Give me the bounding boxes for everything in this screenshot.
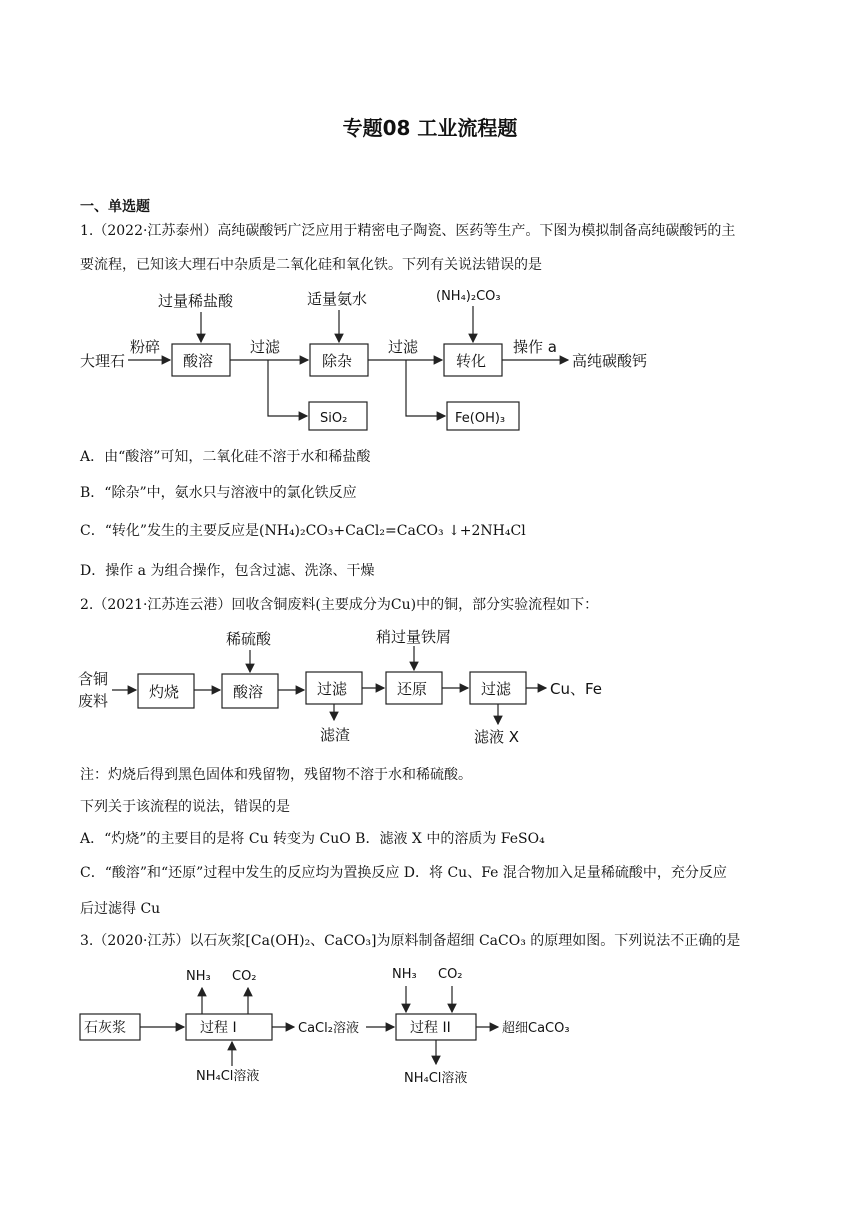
q1-filter2: 过滤 bbox=[388, 338, 419, 356]
q1-option-a: A．由“酸溶”可知，二氧化硅不溶于水和稀盐酸 bbox=[80, 449, 371, 465]
q1-byproduct-sio2: SiO₂ bbox=[320, 411, 348, 426]
q3-out-co2: CO₂ bbox=[232, 969, 257, 984]
q1-reagent-nh4co3: (NH₄)₂CO₃ bbox=[436, 289, 501, 304]
q1-stem-line2: 要流程，已知该大理石中杂质是二氧化硅和氧化铁。下列有关说法错误的是 bbox=[80, 257, 542, 273]
q2-options-ab: A．“灼烧”的主要目的是将 Cu 转变为 CuO B．滤液 X 中的溶质为 FeSO₄ bbox=[80, 831, 545, 847]
q2-option-d-cont: 后过滤得 Cu bbox=[80, 901, 161, 917]
q2-byproduct-residue: 滤渣 bbox=[320, 726, 351, 744]
q3-product: 超细CaCO₃ bbox=[502, 1021, 570, 1036]
q3-start: 石灰浆 bbox=[84, 1020, 126, 1036]
q3-out-nh3: NH₃ bbox=[186, 969, 211, 984]
q1-byproduct-feoh3: Fe(OH)₃ bbox=[455, 411, 506, 426]
q3-in-co2: CO₂ bbox=[438, 967, 463, 982]
q2-stem: 2.（2021·江苏连云港）回收含铜废料(主要成分为Cu)中的铜，部分实验流程如下： bbox=[80, 597, 599, 613]
q1-step-crush: 粉碎 bbox=[130, 338, 161, 356]
q1-label-box2: 除杂 bbox=[322, 352, 353, 370]
q2-label-box3: 过滤 bbox=[317, 680, 348, 698]
section-heading: 一、单选题 bbox=[80, 199, 150, 215]
q3-in-nh4cl: NH₄Cl溶液 bbox=[196, 1069, 260, 1084]
q1-flow-diagram bbox=[0, 282, 860, 442]
q1-option-c: C．“转化”发生的主要反应是(NH₄)₂CO₃+CaCl₂=CaCO₃ ↓+2NH₄Cl bbox=[80, 523, 526, 539]
q3-label-box2: 过程 II bbox=[410, 1020, 451, 1036]
q3-label-box1: 过程 I bbox=[200, 1020, 237, 1036]
q3-stem: 3.（2020·江苏）以石灰浆[Ca(OH)₂、CaCO₃]为原料制备超细 CaCO₃ 的原理如图。下列说法不正确的是 bbox=[80, 933, 741, 949]
q2-note: 注：灼烧后得到黑色固体和残留物，残留物不溶于水和稀硫酸。 bbox=[80, 767, 472, 783]
q1-start: 大理石 bbox=[80, 352, 126, 370]
q3-flow-diagram bbox=[0, 962, 860, 1092]
q1-product: 高纯碳酸钙 bbox=[572, 352, 648, 370]
q2-options-cd: C．“酸溶”和“还原”过程中发生的反应均为置换反应 D．将 Cu、Fe 混合物加入足量稀硫酸中，充分反应 bbox=[80, 865, 727, 881]
q3-in-nh3: NH₃ bbox=[392, 967, 417, 982]
q2-reagent-h2so4: 稀硫酸 bbox=[226, 630, 272, 648]
q2-start-line2: 废料 bbox=[78, 692, 109, 710]
q2-label-box1: 灼烧 bbox=[149, 683, 180, 701]
q1-option-b: B．“除杂”中，氨水只与溶液中的氯化铁反应 bbox=[80, 485, 357, 501]
q2-start-line1: 含铜 bbox=[78, 670, 109, 688]
q1-label-box3: 转化 bbox=[456, 352, 487, 370]
q2-product: Cu、Fe bbox=[550, 680, 603, 698]
q1-filter1: 过滤 bbox=[250, 338, 281, 356]
q1-option-d: D．操作 a 为组合操作，包含过滤、洗涤、干燥 bbox=[80, 563, 375, 579]
q2-flow-diagram bbox=[0, 626, 860, 752]
q2-reagent-iron: 稍过量铁屑 bbox=[376, 628, 452, 646]
q3-mid-cacl2: CaCl₂溶液 bbox=[298, 1021, 359, 1036]
q1-operation-a: 操作 a bbox=[513, 338, 557, 356]
q3-out-nh4cl: NH₄Cl溶液 bbox=[404, 1071, 468, 1086]
q2-label-box5: 过滤 bbox=[481, 680, 512, 698]
q2-question: 下列关于该流程的说法，错误的是 bbox=[80, 799, 290, 815]
q1-reagent-ammonia: 适量氨水 bbox=[307, 290, 368, 308]
q1-reagent-hcl: 过量稀盐酸 bbox=[158, 292, 234, 310]
q2-byproduct-filtrate: 滤液 X bbox=[474, 728, 520, 746]
q1-stem-line1: 1.（2022·江苏泰州）高纯碳酸钙广泛应用于精密电子陶瓷、医药等生产。下图为模拟制备高纯碳酸钙的主 bbox=[80, 223, 736, 239]
q2-label-box4: 还原 bbox=[397, 680, 428, 698]
q2-label-box2: 酸溶 bbox=[233, 683, 264, 701]
page-title: 专题08 工业流程题 bbox=[342, 116, 518, 140]
q1-label-box1: 酸溶 bbox=[183, 352, 214, 370]
